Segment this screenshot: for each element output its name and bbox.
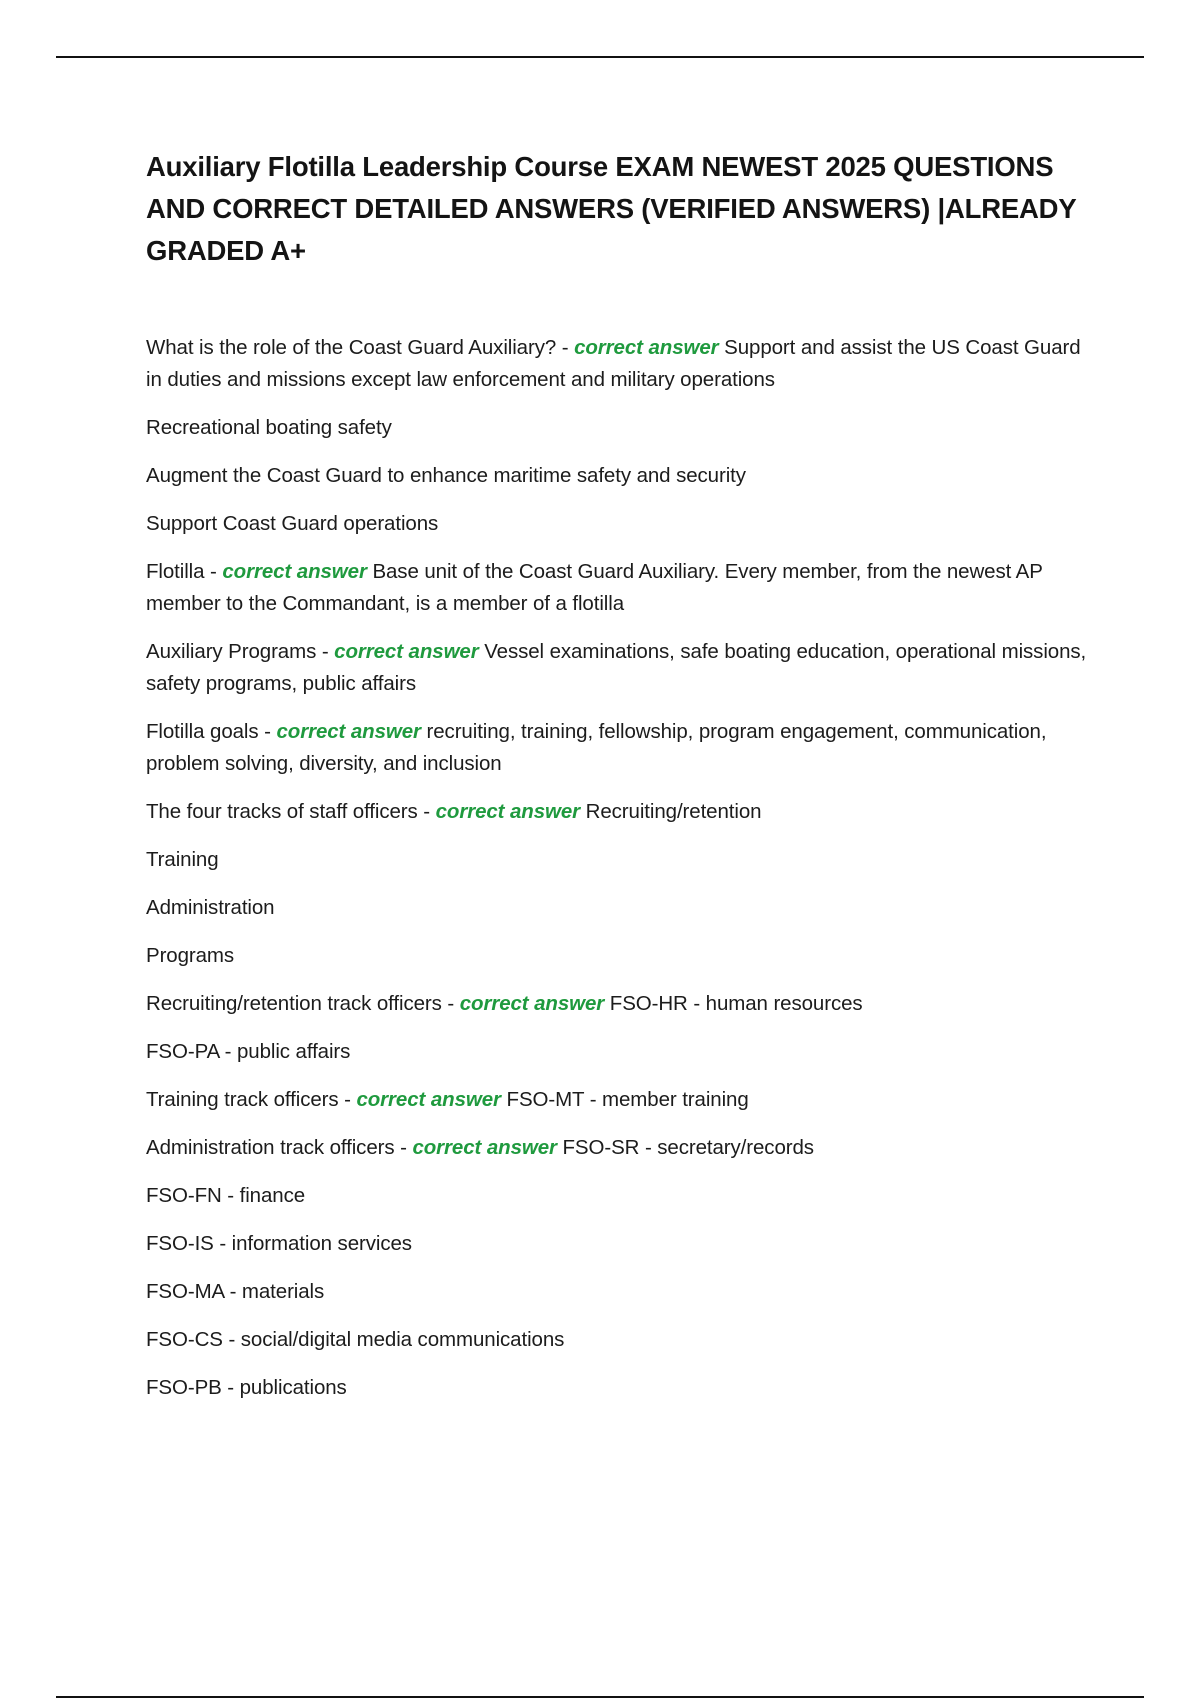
qa-entry <box>146 1132 1096 1164</box>
question-text: Recruiting/retention track officers <box>146 992 442 1015</box>
separator: - <box>394 1136 413 1159</box>
separator: - <box>258 720 277 743</box>
separator: - <box>441 992 460 1015</box>
separator: - <box>316 640 335 663</box>
bottom-rule <box>56 1696 1144 1698</box>
question-text: Flotilla goals <box>146 720 259 743</box>
document-body <box>146 146 1096 1420</box>
list-item: Administration <box>146 896 275 919</box>
qa-entry <box>146 796 1096 828</box>
correct-answer-label: correct answer <box>356 1088 501 1111</box>
list-item: Programs <box>146 944 235 967</box>
correct-answer-label: correct answer <box>435 800 581 823</box>
qa-entry <box>146 556 1096 620</box>
list-item: Support Coast Guard operations <box>146 512 439 535</box>
question-text: Flotilla <box>146 560 205 583</box>
top-rule <box>56 56 1144 58</box>
question-text: Administration track officers <box>146 1136 395 1159</box>
list-item: FSO-CS - social/digital media communications <box>146 1328 565 1351</box>
qa-entry <box>146 1084 1096 1116</box>
qa-entry <box>146 636 1096 700</box>
answer-text: Vessel examinations, safe boating education, operational missions, safety programs, public affairs <box>146 640 1087 695</box>
list-item: FSO-PA - public affairs <box>146 1040 351 1063</box>
answer-text: Support and assist the US Coast Guard in duties and missions except law enforcement and military operations <box>146 336 1081 391</box>
list-item: FSO-IS - information services <box>146 1232 412 1255</box>
answer-text: Recruiting/retention <box>585 800 762 823</box>
document-title: Auxiliary Flotilla Leadership Course EXAM NEWEST 2025 QUESTIONS AND CORRECT DETAILED ANSWERS (VERIFIED ANSWERS) |ALREADY GRADED A+ <box>146 151 1076 266</box>
separator: - <box>417 800 436 823</box>
answer-text: recruiting, training, fellowship, program engagement, communication, problem solving, diversity, and inclusion <box>146 720 1047 775</box>
list-item: FSO-FN - finance <box>146 1184 306 1207</box>
question-text: What is the role of the Coast Guard Auxiliary? <box>146 336 557 359</box>
separator: - <box>204 560 223 583</box>
correct-answer-label: correct answer <box>459 992 605 1015</box>
qa-entry <box>146 716 1096 780</box>
correct-answer-label: correct answer <box>574 336 719 359</box>
qa-entry <box>146 332 1096 396</box>
qa-list <box>146 332 1096 1404</box>
list-item: Augment the Coast Guard to enhance maritime safety and security <box>146 464 746 487</box>
correct-answer-label: correct answer <box>276 720 421 743</box>
qa-entry <box>146 988 1096 1020</box>
list-item: Training <box>146 848 219 871</box>
correct-answer-label: correct answer <box>334 640 479 663</box>
answer-text: FSO-MT - member training <box>506 1088 749 1111</box>
answer-text: FSO-HR - human resources <box>609 992 863 1015</box>
list-item: Recreational boating safety <box>146 416 392 439</box>
separator: - <box>338 1088 357 1111</box>
correct-answer-label: correct answer <box>222 560 367 583</box>
answer-text: FSO-SR - secretary/records <box>562 1136 814 1159</box>
separator: - <box>556 336 575 359</box>
answer-text: Base unit of the Coast Guard Auxiliary. Every member, from the newest AP member to the Commandant, is a member of a flotilla <box>146 560 1043 615</box>
list-item: FSO-MA - materials <box>146 1280 325 1303</box>
question-text: Training track officers <box>146 1088 339 1111</box>
correct-answer-label: correct answer <box>412 1136 557 1159</box>
question-text: The four tracks of staff officers <box>146 800 418 823</box>
list-item: FSO-PB - publications <box>146 1376 347 1399</box>
question-text: Auxiliary Programs <box>146 640 317 663</box>
